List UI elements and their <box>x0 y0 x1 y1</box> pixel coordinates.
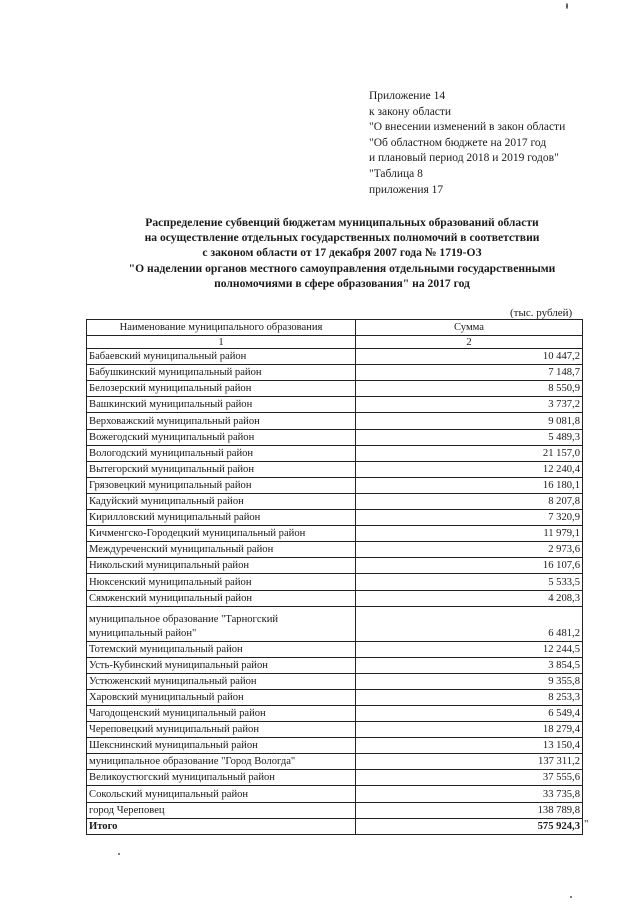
table-row <box>87 722 583 738</box>
municipality-name: Белозерский муниципальный район <box>87 381 356 397</box>
appendix-line: и плановый период 2018 и 2019 годов" <box>369 152 559 165</box>
municipality-name: Никольский муниципальный район <box>87 558 356 574</box>
appendix-reference <box>369 89 565 198</box>
subvention-sum: 10 447,2 <box>356 349 583 365</box>
municipality-name: Верховажский муниципальный район <box>87 413 356 429</box>
municipality-name: муниципальное образование "Город Вологда" <box>87 754 356 770</box>
table-row <box>87 689 583 705</box>
subvention-sum: 3 854,5 <box>356 657 583 673</box>
column-number: 1 <box>87 336 356 349</box>
municipality-name: Кичменгско-Городецкий муниципальный район <box>87 526 356 542</box>
appendix-line: Приложение 14 <box>369 90 446 102</box>
municipality-name: город Череповец <box>87 802 356 818</box>
title-line: полномочиями в сфере образования" на 2017 год <box>214 276 470 290</box>
table-row <box>87 657 583 673</box>
table-row <box>87 365 583 381</box>
municipality-name: Чагодощенский муниципальный район <box>87 705 356 721</box>
municipality-name: Вологодский муниципальный район <box>87 445 356 461</box>
table-row <box>87 461 583 477</box>
municipality-name: Кирилловский муниципальный район <box>87 510 356 526</box>
table-row <box>87 413 583 429</box>
municipality-name: Сямженский муниципальный район <box>87 590 356 606</box>
table-row <box>87 397 583 413</box>
title-line: "О наделении органов местного самоуправления отдельными государственными <box>128 261 556 275</box>
column-number-row <box>87 336 583 349</box>
municipality-name: Бабушкинский муниципальный район <box>87 365 356 381</box>
subvention-sum: 8 207,8 <box>356 493 583 509</box>
subvention-sum: 2 973,6 <box>356 542 583 558</box>
title-line: с законом области от 17 декабря 2007 года № 1719-ОЗ <box>202 246 482 260</box>
subvention-sum: 4 208,3 <box>356 590 583 606</box>
units-label: (тыс. рублей) <box>510 307 573 319</box>
subvention-sum: 7 148,7 <box>356 365 583 381</box>
subvention-sum: 12 240,4 <box>356 461 583 477</box>
appendix-line: приложения 17 <box>369 183 444 196</box>
subvention-sum: 5 533,5 <box>356 574 583 590</box>
table-row <box>87 705 583 721</box>
table-row <box>87 510 583 526</box>
header-sum: Сумма <box>356 320 583 336</box>
subvention-sum: 11 979,1 <box>356 526 583 542</box>
municipality-name: Тотемский муниципальный район <box>87 641 356 657</box>
total-row <box>87 818 583 834</box>
appendix-line: "Об областном бюджете на 2017 год <box>369 136 547 149</box>
title-line: на осуществление отдельных государственных полномочий в соответствии <box>144 231 540 245</box>
subvention-sum: 8 253,3 <box>356 689 583 705</box>
subvention-sum: 9 081,8 <box>356 413 583 429</box>
subvention-sum: 137 311,2 <box>356 754 583 770</box>
table-row <box>87 558 583 574</box>
table-row <box>87 526 583 542</box>
subvention-sum: 138 789,8 <box>356 802 583 818</box>
table-row <box>87 381 583 397</box>
municipality-name: Сокольский муниципальный район <box>87 786 356 802</box>
municipality-name: Вытегорский муниципальный район <box>87 461 356 477</box>
table-row <box>87 590 583 606</box>
municipality-name: Вожегодский муниципальный район <box>87 429 356 445</box>
municipality-name: Вашкинский муниципальный район <box>87 397 356 413</box>
subvention-sum: 13 150,4 <box>356 738 583 754</box>
municipality-name: Кадуйский муниципальный район <box>87 493 356 509</box>
table-row <box>87 786 583 802</box>
municipality-name: Череповецкий муниципальный район <box>87 722 356 738</box>
subvention-sum: 8 550,9 <box>356 381 583 397</box>
total-sum: 575 924,3 <box>356 818 583 834</box>
table-row <box>87 429 583 445</box>
appendix-line: к закону области <box>369 105 452 118</box>
table-row <box>87 445 583 461</box>
municipality-name: Бабаевский муниципальный район <box>87 349 356 365</box>
municipality-name: Устюженский муниципальный район <box>87 673 356 689</box>
title-line: Распределение субвенций бюджетам муниципальных образований области <box>145 216 539 229</box>
municipality-name: муниципальное образование "Тарногский муниципальный район" <box>87 606 356 641</box>
municipality-name: Грязовецкий муниципальный район <box>87 477 356 493</box>
table-row <box>87 641 583 657</box>
subvention-sum: 33 735,8 <box>356 786 583 802</box>
scan-speck <box>118 853 120 855</box>
table-row <box>87 802 583 818</box>
scan-speck <box>566 3 568 9</box>
table-row <box>87 606 583 641</box>
table-row <box>87 738 583 754</box>
municipality-name: Шекснинский муниципальный район <box>87 738 356 754</box>
subvention-sum: 5 489,3 <box>356 429 583 445</box>
total-label: Итого <box>87 818 356 834</box>
appendix-line: "О внесении изменений в закон области <box>369 121 566 134</box>
subvention-table <box>86 319 583 835</box>
table-row <box>87 493 583 509</box>
table-header-row <box>87 320 583 336</box>
subvention-sum: 3 737,2 <box>356 397 583 413</box>
table-row <box>87 349 583 365</box>
municipality-name: Междуреченский муниципальный район <box>87 542 356 558</box>
municipality-name: Великоустюгский муниципальный район <box>87 770 356 786</box>
subvention-sum: 16 107,6 <box>356 558 583 574</box>
subvention-sum: 37 555,6 <box>356 770 583 786</box>
subvention-sum: 18 279,4 <box>356 722 583 738</box>
table-row <box>87 770 583 786</box>
subvention-sum: 21 157,0 <box>356 445 583 461</box>
municipality-name: Харовский муниципальный район <box>87 689 356 705</box>
subvention-sum: 12 244,5 <box>356 641 583 657</box>
municipality-name: Усть-Кубинский муниципальный район <box>87 657 356 673</box>
column-number: 2 <box>356 336 583 349</box>
subvention-sum: 9 355,8 <box>356 673 583 689</box>
subvention-sum: 7 320,9 <box>356 510 583 526</box>
appendix-line: "Таблица 8 <box>369 167 423 180</box>
closing-quote: " <box>584 818 589 830</box>
header-name: Наименование муниципального образования <box>87 320 356 336</box>
table-row <box>87 574 583 590</box>
table-row <box>87 673 583 689</box>
table-body <box>87 349 583 819</box>
scan-speck <box>570 896 572 898</box>
subvention-sum: 6 481,2 <box>356 606 583 641</box>
table-row <box>87 542 583 558</box>
municipality-name: Нюксенский муниципальный район <box>87 574 356 590</box>
table-row <box>87 754 583 770</box>
subvention-sum: 16 180,1 <box>356 477 583 493</box>
table-row <box>87 477 583 493</box>
document-title <box>90 215 594 291</box>
subvention-sum: 6 549,4 <box>356 705 583 721</box>
